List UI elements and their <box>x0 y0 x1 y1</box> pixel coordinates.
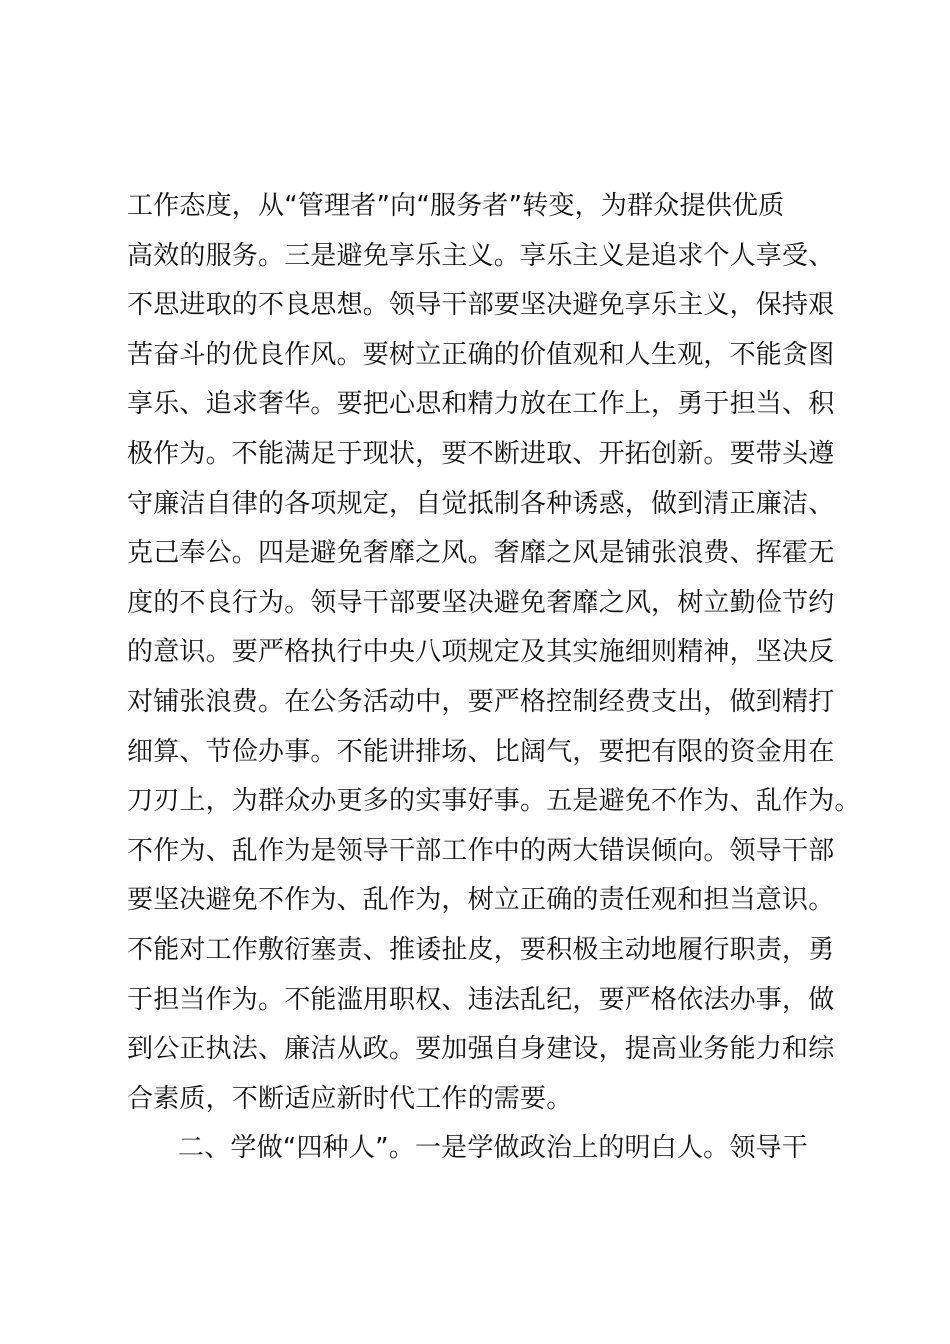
text-line: 工作态度，从“管理者”向“服务者”转变，为群众提供优质 <box>127 191 785 221</box>
text-line: 克己奉公。四是避免奢靡之风。奢靡之风是铺张浪费、挥霍无 <box>127 538 835 569</box>
text-line: 到公正执法、廉洁从政。要加强自身建设，提高业务能力和综 <box>127 1034 835 1065</box>
text-line: 不能对工作敷衍塞责、推诿扯皮，要积极主动地履行职责，勇 <box>127 934 835 965</box>
text-line: 享乐、追求奢华。要把心思和精力放在工作上，勇于担当、积 <box>127 389 835 420</box>
text-line: 刀刃上，为群众办更多的实事好事。五是避免不作为、乱作为。 <box>127 786 861 817</box>
text-line: 苦奋斗的优良作风。要树立正确的价值观和人生观，不能贪图 <box>127 339 835 370</box>
text-line: 极作为。不能满足于现状，要不断进取、开拓创新。要带头遵 <box>127 438 835 469</box>
text-line: 要坚决避免不作为、乱作为，树立正确的责任观和担当意识。 <box>127 885 835 916</box>
text-line: 不思进取的不良思想。领导干部要坚决避免享乐主义，保持艰 <box>127 290 835 321</box>
text-line: 细算、节俭办事。不能讲排场、比阔气，要把有限的资金用在 <box>127 736 835 767</box>
text-line: 合素质，不断适应新时代工作的需要。 <box>127 1083 573 1114</box>
text-line: 度的不良行为。领导干部要坚决避免奢靡之风，树立勤俭节约 <box>127 587 835 618</box>
document-body <box>127 182 861 1174</box>
section-heading-line: 二、学做“四种人”。一是学做政治上的明白人。领导干 <box>178 1133 808 1164</box>
text-line: 守廉洁自律的各项规定，自觉抵制各种诱惑，做到清正廉洁、 <box>127 488 835 519</box>
text-line: 于担当作为。不能滥用职权、违法乱纪，要严格依法办事，做 <box>127 984 835 1015</box>
text-line: 高效的服务。三是避免享乐主义。享乐主义是追求个人享受、 <box>127 240 835 271</box>
text-line: 对铺张浪费。在公务活动中，要严格控制经费支出，做到精打 <box>127 686 835 717</box>
text-line: 不作为、乱作为是领导干部工作中的两大错误倾向。领导干部 <box>127 835 835 866</box>
text-line: 的意识。要严格执行中央八项规定及其实施细则精神，坚决反 <box>127 637 835 668</box>
